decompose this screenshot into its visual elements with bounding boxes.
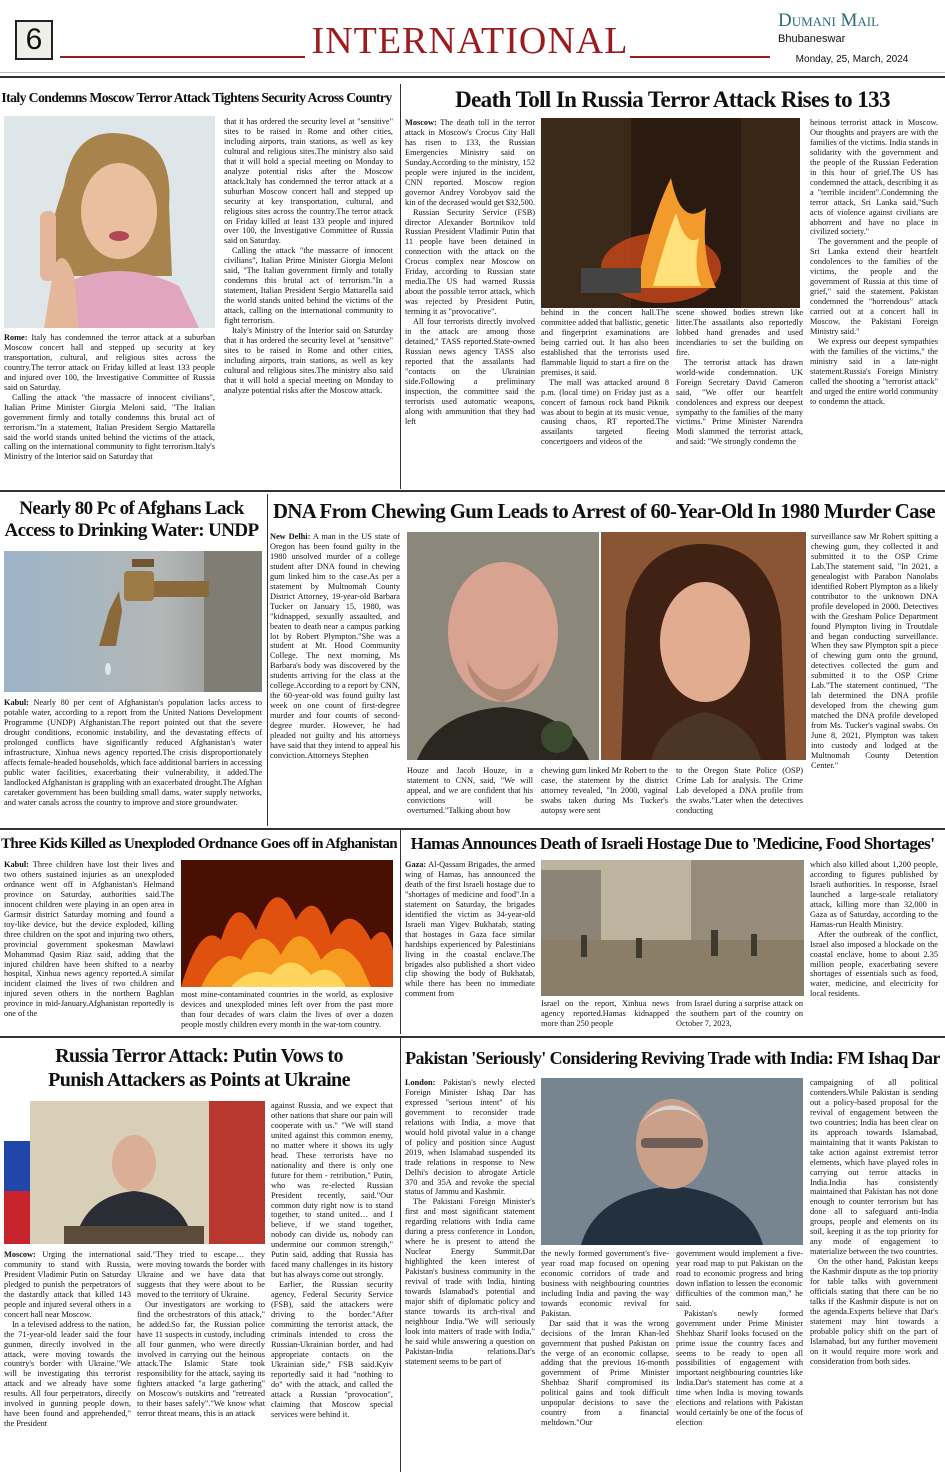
ordnance-col1: Kabul: Three children have lost their lives and two others sustained injuries as an unexploded ordnance went off in Afghanistan's Helmand province on Saturday, authorities said.The innocent children were playing in an open area in Garmsir district Saturday morning and found a toy-like device, but the device exploded, killing three children on the spot and injuring two others, provincial government spokesman Mawlawi Mohammad Qasim Riaz said, adding that the injured children have been shifted to a nearby hospital, Xinhua news agency reported.A similar incident claimed the lives of two children and injured seven others in the northern Baghlan province in mid-January.Afghanistan reportedly is one of the bbox=[4, 860, 174, 1019]
fire-photo bbox=[541, 118, 800, 308]
hamas-headline: Hamas Announces Death of Israeli Hostage Due to 'Medicine, Food Shortages' bbox=[410, 834, 935, 853]
section-title: INTERNATIONAL bbox=[311, 20, 629, 62]
dna-headline: DNA From Chewing Gum Leads to Arrest of 60-Year-Old In 1980 Murder Case bbox=[272, 501, 936, 523]
hamas-col1: Gaza: Al-Qassam Brigades, the armed wing of Hamas, has announced the death of the first Israeli hostage due to "shortages of medicine and food".In a statement on Saturday, the brigades identified the victim as 34-year-old Israeli man Yigev Bukhatab, stating that hostages in Gaza face similar hardships experienced by Palestinians living in the coastal enclave.The brigades also published a short video clip showing the body of Bukhatab, while there has been no immediate comment from bbox=[405, 860, 535, 999]
pakistan-col4: campaigning of all political contenders.While Pakistan is sending out a policy-based proposal for the revival of engagement between the two countries; India has been clear on its approach towards Islamabad, maintaining that it wants Pakistan to take action against extremist terror elements, which have played roles in carrying out terror attacks in India.India has consistently maintained that Pakistan has not done enough to counter terrorism but has done all to safeguard anti-India groups, people and elements on its soil, keeping it as the top priority for any mode of engagement to materialize between the two countries. On the other hand, Pakistan keeps the Kashmir dispute as the top priority for table talks with government officials stating that there can be no talks if the Kashmir dispute is not on the agenda.Experts believe that Dar's statement may hint towards a probable policy shift on the part of Islamabad, but any further movement on it would require more work and consideration from both sides. bbox=[810, 1078, 938, 1366]
pakistan-col1: London: Pakistan's newly elected Foreign Minister Ishaq Dar has expressed "serious intent" of his government to reconsider trade relations with India, a move that would hold pivotal value in a change of policy and position since August 2019, when Islamabad suspended its trade relations in response to New Delhi's decision to abrogate Article 370 and 35A and revoke the special status of Jammu and Kashmir. The Pakistani Foreign Minister's first and most significant statement regarding relations with India came during a press conference in London, where he is present to attend the Nuclear Energy Summit.Dar highlighted the keen interest of Pakistan's business community in the revival of trade with India, hinting towards Islamabad's potential and major shift of diplomatic policy and stance towards its arch-rival and neighbour India."We will seriously look into matters of trade with India," he said while answering a question on Pakistan-India relations.Dar's statement seems to be part of bbox=[405, 1078, 535, 1366]
death-toll-col2: behind in the concert hall.The committee added that ballistic, genetic and fingerprint examinations are being carried out. It has also been established that the terrorists used flammable liquid to start a fire on the premises, it said. The mall was attacked around 8 p.m. (local time) on Friday just as a concert of famous rock band Piknik was about to begin at its music venue, causing chaos, RT reported.The assailants targeted fleeing concertgoers and videos of the bbox=[541, 308, 669, 447]
hamas-col4: which also killed about 1,200 people, according to figures published by Israeli authorities. In response, Israel launched a large-scale retaliatory attack, killing more than 32,000 in Gaza as of Saturday, according to the Hamas-run Health Ministry. After the outbreak of the conflict, Israel also imposed a blockade on the coastal enclave, home to about 2.35 million people, exacerbating severe shortages of essentials such as food, water, medicine, and electricity for local residents. bbox=[810, 860, 938, 999]
italy-headline: Italy Condemns Moscow Terror Attack Tightens Security Across Country bbox=[1, 90, 392, 105]
putin-photo bbox=[4, 1101, 265, 1244]
gaza-photo bbox=[541, 860, 804, 996]
dna-col5: surveillance saw Mr Robert spitting a chewing gum, they collected it and submitted it to the OSP Crime Lab.The statement said, "In 2021, a genealogist with Parabon Nanolabs identified Robert Plympton as a likely contributor to the unknown DNA profile developed in 2000. Detectives with the Gresham Police Department found Plympton living in Troutdale and began conducting surveillance. When they saw Plympton spit a piece of chewing gum onto the ground, detectives collected the gum and submitted it to the OSP Crime Lab."The statement continued, "The lab determined the DNA profile developed from the chewing gum matched the DNA profile developed from Ms. Tucker's vaginal swabs. On June 8, 2021, Plympton was taken into custody and lodged at the Multnomah County Detention Center." bbox=[811, 532, 938, 770]
date: Monday, 25, March, 2024 bbox=[795, 54, 909, 65]
pakistan-headline: Pakistan 'Seriously' Considering Reviving Trade with India: FM Ishaq Dar bbox=[405, 1048, 940, 1068]
afghan-water-headline-1: Nearly 80 Pc of Afghans Lack bbox=[19, 498, 244, 519]
putin-col1: Moscow: Urging the international community to stand with Russia, President Vladimir Putin on Saturday pledged to punish the perpetrators of the dastardly attack that killed 143 people and injured several others in a concert hall near Moscow. In a televised address to the nation, the 71-year-old leader said the four gunmen, directly involved in the attack, were moving towards the country's border with Ukraine."We will be investigating this terrorist attack and we already have some results. All four perpetrators, directly involved in gunning people down, have been found and apprehended," the President bbox=[4, 1250, 131, 1429]
putin-col2: said."They tried to escape… they were moving towards the border with Ukraine and we have data that suggests that they were about to be moved to the territory of Ukraine. Our investigators are working to find the orchestrators of this attack," he added.So far, the Russian police have 11 suspects in custody, including all four gunmen, who were directly involved in carrying out the heinous attack.The Islamic State took responsibility for the attack, saying its fighters attacked "a large gathering" on Moscow's outskirts and "retreated to their bases safely"."We know what terror threat means, this is an attack bbox=[137, 1250, 265, 1419]
ordnance-headline: Three Kids Killed as Unexploded Ordnance Goes off in Afghanistan bbox=[1, 836, 397, 852]
pakistan-col2: the newly formed government's five-year road map focused on opening economic corridors of trade and business with neighbouring countries including India and paving the way towards economic revival for Pakistan. Dar said that it was the wrong decisions of the Imran Khan-led government that pushed Pakistan on the verge of an economic collapse, adding that the previous 16-month government of Prime Minister Shehbaz Sharif compromised its political gains and took difficult unpopular decisions to save the country from a financial meltdown."Our bbox=[541, 1249, 669, 1428]
ordnance-col2: most mine-contaminated countries in the world, as explosive devices and unexploded mines left over from the past more than four decades of wars claim the lives of over a dozen people mostly children every month in the war-torn country. bbox=[181, 990, 393, 1029]
death-toll-col3: scene showed bodies strewn like litter.The assailants also reportedly lobbed hand grenades and used incendiaries to set the building on fire. The terrorist attack has drawn world-wide condemnation. UK Foreign Secretary David Cameron said, "We offer our heartfelt condolences and express our deepest sympathy to the families of the many victims." Prime Minister Narendra Modi slammed the terrorist attack, and said: "We strongly condemn the bbox=[676, 308, 803, 447]
death-toll-col1: Moscow: The death toll in the terror attack in Moscow's Crocus City Hall has risen to 133, the Russian Emergencies Ministry said on Sunday.According to the ministry, 152 people were injured in the incident, CNN reported. Moscow region governor Andrey Vorobyov said the kin of the deceased would get $32,500. Russian Security Service (FSB) director Alexander Bortnikov told Russian President Vladimir Putin that 11 people have been detained in connection with the attack on the Crocus complex near Moscow on Friday, according to Russian state media.The US had warned Russia about the possible terror attack, which was rejected by President Putin, terming it as "provocative". All four terrorists directly involved in the attack are among those detained," TASS reported.State-owned Russian news agency TASS also reported that the assailants had "contacts on the Ukrainian side.Following a preliminary inspection, the committee said the terrorists used automatic weapons, along with ammunition that they had left bbox=[405, 118, 535, 426]
meloni-photo bbox=[4, 116, 215, 328]
flames-photo bbox=[181, 860, 393, 987]
victim-photo bbox=[601, 532, 806, 760]
page-number: 6 bbox=[25, 23, 43, 56]
putin-headline-1: Russia Terror Attack: Putin Vows to bbox=[55, 1045, 343, 1067]
italy-body-left: Rome: Italy has condemned the terror attack at a suburban Moscow concert hall and stepped up security at key transportation, cultural, and religious sites across the country.The terror attack on Friday killed at least 133 people and injured over 100, the Investigative Committee of Russia said on Saturday. Calling the attack "the massacre of innocent civilians", Italian Prime Minister Giorgia Meloni said, "The Italian government firmly and totally condemns this brutal act of terrorism."In a statement, Italian President Sergio Mattarella said the world stands united behind the victims of the attack, calling on the international community to fight terrorism.Italy's Ministry of the Interior said on Saturday that bbox=[4, 333, 215, 462]
afghan-water-headline-2: Access to Drinking Water: UNDP bbox=[4, 520, 259, 541]
page-number-box bbox=[15, 20, 53, 60]
death-toll-col4: heinous terrorist attack in Moscow. Our thoughts and prayers are with the families of the victims. India stands in solidarity with the government and the people of the Russian Federation in this hour of grief.The US has condemned the attack, describing it as a "terrible incident".Condemning the terror attack, Sri Lanka said,"Such acts of violence against civilians are abhorrent and have no place in civilized society." The government and the people of Sri Lanka extend their heartfelt condolences to the families of the victims, the people and the government of Russia at this time of grief," said the statement. Pakistan condemned the "horrendous" attack carried out at a concert hall in Moscow, the Pakistani Foreign Ministry said." We express our deepest sympathies with the families of the victims," the ministry said in a late-night statement.Russia's Foreign Ministry called the shooting a "terrorist attack" and urged the entire world community to condemn the attack. bbox=[810, 118, 938, 406]
hamas-col3: from Israel during a surprise attack on the southern part of the country on October 7, 2023, bbox=[676, 999, 803, 1028]
putin-headline-2: Punish Attackers as Points at Ukraine bbox=[48, 1069, 350, 1091]
dna-col3: chewing gum linked Mr Robert to the case, the statement by the district attorney revealed, "In 2000, vaginal swabs taken during Ms Tucker's autopsy were sent bbox=[541, 766, 668, 815]
death-toll-headline: Death Toll In Russia Terror Attack Rises to 133 bbox=[455, 87, 890, 112]
italy-body-right: that it has ordered the security level at "sensitive" sites to be raised in Rome and other cities, including airports, train stations, as well as key cultural and religious sites.The ministry also said that it will hold a special meeting on Monday to analyze potential risks after the Moscow attack.Italy has condemned the terror attack at a suburban Moscow concert hall and stepped up security at key transportation, cultural, and religious sites across the country.The terror attack on Friday killed at least 133 people and injured over 100, the Investigative Committee of Russia said on Saturday. Calling the attack "the massacre of innocent civilians", Italian Prime Minister Giorgia Meloni said, "The Italian government firmly and totally condemns this brutal act of terrorism."In a statement, Italian President Sergio Mattarella said the world stands united behind the victims of the attack, calling on the international community to fight terrorism. Italy's Ministry of the Interior said on Saturday that it has ordered the security level at "sensitive" sites to be raised in Rome and other cities, including airports, train stations, as well as key cultural and religious sites.The ministry also said that it will hold a special meeting on Monday to analyze potential risks after the Moscow attack. bbox=[224, 117, 393, 395]
city: Bhubaneswar bbox=[778, 33, 846, 45]
pakistan-col3: government would implement a five-year road map to put Pakistan on the road to economic progress and bring down inflation to lessen the economic difficulties of the common man," he said. Pakistan's newly formed government under Prime Minister Shehbaz Sharif looks focused on the prime issue the country faces and seems to be ready to open all possibilities of engagement with important neighbouring countries like India.Dar's statement has come at a time when India is moving towards elections and relations with Pakistan would certainly be one of the focus of election bbox=[676, 1249, 803, 1428]
hamas-col2: Israel on the report, Xinhua news agency reported.Hamas kidnapped more than 250 people bbox=[541, 999, 669, 1028]
afghan-water-body: Kabul: Nearly 80 per cent of Afghanistan's population lacks access to potable water, according to a report from the United Nations Development Programme (UNDP) Afghanistan.The report pointed out that the severe drought conditions, economic instability, and the devastating effects of prolonged conflicts have significantly reduced Afghanistan's water infrastructure, Xinhua news agency reported.The crisis disproportionately affects female-headed households, which face additional barriers in accessing public water facilities, exacerbating their vulnerability, it added.The landlocked Afghanistan is grappling with an exacerbated drought.The Afghan caretaker government has been building small dams, water supply networks, and water canals across the country to improve and store groundwater. bbox=[4, 698, 262, 807]
paper-name: Dumani Mail bbox=[778, 10, 880, 31]
dna-col2: Houze and Jacob Houze, in a statement to CNN, said, "We will appeal, and we are confident that his convictions will be overturned."Talking about how bbox=[407, 766, 533, 815]
mugshot-photo bbox=[407, 532, 599, 760]
putin-col3: against Russia, and we expect that other nations that share our pain will cooperate with us." "We will stand united against this common enemy, no matter where it shows its ugly head. These terrorists have no nationality and there is only one future for them - retribution," Putin, who was re-elected Russian President recently, said."Our common duty right now is to stand together, to stand united… and I believe, if we stand together, nobody can divide us, nobody can undermine our common strength," Putin said, adding that Russia has faced many challenges in its history but has always come out strongly. Earlier, the Russian security agency, Federal Security Service (FSB), said the attackers were driving to the border."After committing the terrorist attack, the criminals intended to cross the Russian-Ukrainian border, and had appropriate contacts on the Ukrainian side," FSB said.Kyiv reportedly said it had "nothing to do" with the attack, and called the attack a Russian "provocation", claiming that Moscow special services were behind it. bbox=[271, 1101, 393, 1419]
ishaq-dar-photo bbox=[541, 1078, 803, 1245]
dna-col4: to the Oregon State Police (OSP) Crime Lab for analysis. The Crime Lab developed a DNA profile from the swabs."Later when the detectives conducting bbox=[676, 766, 803, 815]
tap-photo bbox=[4, 551, 262, 692]
dna-col1: New Delhi: A man in the US state of Oregon has been found guilty in the 1980 unsolved murder of a college student after DNA found in chewing gum linked him to the case.As per a statement by Multnomah County District Attorney, 19-year-old Barbara Tucker on January 15, 1980, was "kidnapped, sexually assaulted, and beaten to death near a campus parking lot by Robert Plympton."She was a student at Mt. Hood Community College. The next morning, Ms Barbara's body was discovered by the students arriving for the class at the college.According to a report by CNN, the 60-year-old was found guilty last week on one count of first-degree murder and four counts of second-degree murder. However, he had pleaded not guilty and his attorneys have said that they intend to appeal his conviction.Attorneys Stephen bbox=[270, 532, 400, 760]
